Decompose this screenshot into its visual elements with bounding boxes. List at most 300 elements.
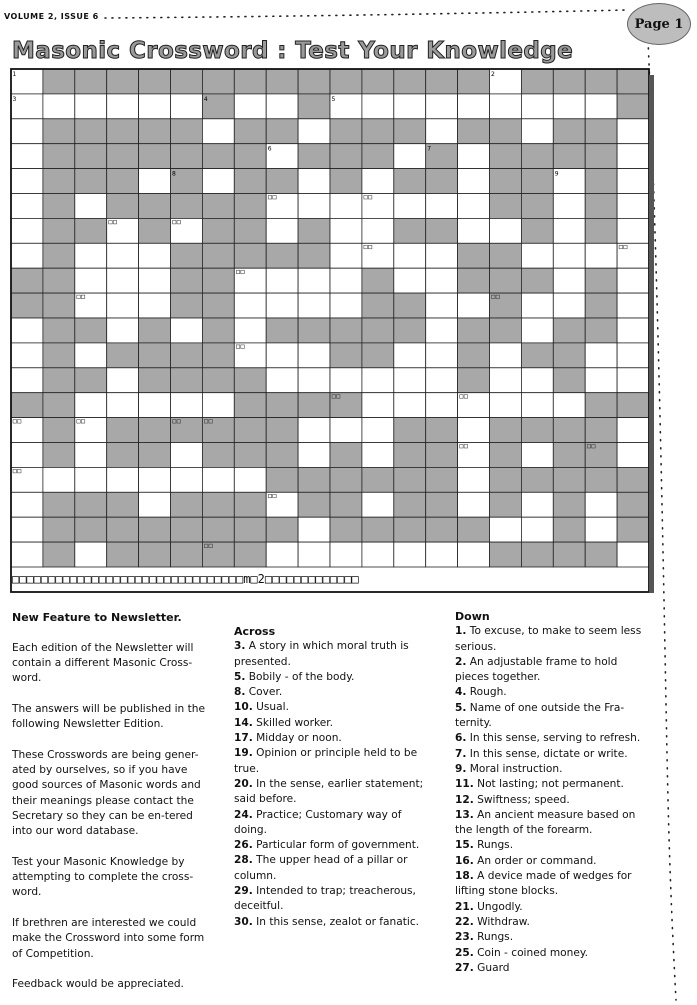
crossword-cell[interactable]	[266, 368, 298, 393]
clue-number: 14.	[234, 716, 253, 729]
crossword-cell[interactable]	[362, 169, 394, 194]
crossword-block-cell	[521, 542, 553, 567]
crossword-cell[interactable]	[202, 119, 234, 144]
crossword-cell[interactable]	[234, 467, 266, 492]
clue-number: 22.	[455, 915, 474, 928]
clue-number: 9.	[455, 762, 467, 775]
crossword-cell[interactable]	[298, 268, 330, 293]
crossword-cell[interactable]	[617, 169, 649, 194]
crossword-cell[interactable]	[426, 368, 458, 393]
crossword-block-cell	[171, 542, 203, 567]
crossword-block-cell	[490, 169, 522, 194]
crossword-block-cell	[107, 69, 139, 94]
crossword-block-cell	[139, 443, 171, 468]
crossword-cell[interactable]	[11, 542, 43, 567]
crossword-cell[interactable]	[617, 368, 649, 393]
crossword-block-cell	[362, 467, 394, 492]
crossword-block-cell	[43, 194, 75, 219]
crossword-cell[interactable]	[553, 194, 585, 219]
crossword-cell[interactable]	[490, 218, 522, 243]
down-clue	[455, 655, 650, 686]
crossword-cell[interactable]	[394, 542, 426, 567]
crossword-cell[interactable]	[617, 293, 649, 318]
crossword-cell[interactable]	[458, 169, 490, 194]
crossword-cell[interactable]	[490, 94, 522, 119]
crossword-cell[interactable]	[139, 94, 171, 119]
crossword-block-cell	[266, 69, 298, 94]
crossword-block-cell	[330, 517, 362, 542]
crossword-cell[interactable]	[298, 542, 330, 567]
crossword-cell[interactable]	[202, 169, 234, 194]
crossword-block-cell	[43, 542, 75, 567]
clue-number: 17.	[234, 732, 253, 745]
crossword-block-cell	[426, 218, 458, 243]
crossword-block-cell	[521, 169, 553, 194]
crossword-cell[interactable]	[362, 443, 394, 468]
crossword-cell[interactable]	[394, 94, 426, 119]
crossword-cell[interactable]	[394, 243, 426, 268]
crossword-cell[interactable]	[585, 343, 617, 368]
crossword-block-cell	[426, 517, 458, 542]
clue-text: Midday or noon.	[252, 732, 342, 745]
crossword-block-cell	[139, 69, 171, 94]
clue-text: In the sense, earlier statement; said before.	[234, 777, 424, 806]
crossword-block-cell	[139, 144, 171, 169]
crossword-cell[interactable]	[11, 194, 43, 219]
crossword-cell[interactable]	[75, 467, 107, 492]
clue-text: Swiftness; speed.	[473, 793, 570, 806]
crossword-cell[interactable]	[521, 94, 553, 119]
crossword-cell[interactable]	[458, 144, 490, 169]
crossword-cell[interactable]	[266, 218, 298, 243]
crossword-cell[interactable]	[298, 293, 330, 318]
crossword-cell[interactable]	[234, 268, 266, 293]
crossword-cell[interactable]	[553, 243, 585, 268]
crossword-cell[interactable]	[394, 194, 426, 219]
crossword-cell[interactable]	[426, 194, 458, 219]
crossword-block-cell	[75, 144, 107, 169]
crossword-cell[interactable]	[171, 218, 203, 243]
crossword-cell[interactable]	[11, 119, 43, 144]
crossword-cell[interactable]	[75, 418, 107, 443]
crossword-block-cell	[585, 218, 617, 243]
crossword-cell[interactable]	[43, 467, 75, 492]
crossword-block-cell	[362, 517, 394, 542]
crossword-cell[interactable]	[298, 194, 330, 219]
crossword-cell[interactable]	[585, 243, 617, 268]
crossword-block-cell	[362, 318, 394, 343]
crossword-block-cell	[553, 418, 585, 443]
crossword-block-cell	[43, 517, 75, 542]
crossword-cell[interactable]	[75, 393, 107, 418]
crossword-cell[interactable]	[107, 268, 139, 293]
crossword-block-cell	[75, 69, 107, 94]
crossword-cell[interactable]	[394, 393, 426, 418]
clue-text: Cover.	[245, 686, 283, 699]
crossword-block-cell	[171, 268, 203, 293]
crossword-cell[interactable]	[75, 194, 107, 219]
crossword-cell[interactable]	[458, 393, 490, 418]
crossword-cell[interactable]	[521, 443, 553, 468]
crossword-cell[interactable]	[266, 268, 298, 293]
across-clue	[234, 884, 434, 915]
crossword-cell[interactable]	[75, 243, 107, 268]
crossword-cell[interactable]	[202, 467, 234, 492]
crossword-cell[interactable]	[11, 343, 43, 368]
crossword-cell[interactable]	[139, 169, 171, 194]
clue-text: An adjustable frame to hold pieces together.	[455, 655, 618, 684]
crossword-cell[interactable]	[617, 144, 649, 169]
crossword-cell[interactable]	[75, 343, 107, 368]
clue-number: 5.	[455, 701, 467, 714]
crossword-cell[interactable]	[394, 368, 426, 393]
clue-text: Coin - coined money.	[473, 946, 588, 959]
crossword-cell[interactable]	[75, 542, 107, 567]
crossword-cell[interactable]	[330, 243, 362, 268]
crossword-block-cell	[394, 517, 426, 542]
crossword-cell[interactable]	[426, 268, 458, 293]
crossword-cell[interactable]	[107, 243, 139, 268]
crossword-cell[interactable]	[139, 243, 171, 268]
crossword-cell[interactable]	[298, 169, 330, 194]
crossword-block-cell	[553, 542, 585, 567]
crossword-cell[interactable]	[266, 293, 298, 318]
crossword-cell[interactable]	[458, 293, 490, 318]
crossword-cell[interactable]	[426, 318, 458, 343]
crossword-cell[interactable]	[458, 492, 490, 517]
crossword-cell[interactable]	[266, 94, 298, 119]
crossword-cell[interactable]	[107, 293, 139, 318]
crossword-cell[interactable]	[171, 443, 203, 468]
down-clue	[455, 915, 650, 930]
crossword-cell[interactable]	[107, 94, 139, 119]
crossword-cell[interactable]	[458, 94, 490, 119]
crossword-block-cell	[394, 119, 426, 144]
crossword-cell[interactable]	[426, 343, 458, 368]
crossword-block-cell	[139, 368, 171, 393]
crossword-cell[interactable]	[553, 94, 585, 119]
crossword-cell[interactable]	[394, 343, 426, 368]
crossword-cell[interactable]	[521, 517, 553, 542]
crossword-block-cell	[107, 169, 139, 194]
clue-number-label: 4	[203, 95, 208, 103]
crossword-block-cell	[553, 144, 585, 169]
crossword-cell[interactable]	[171, 94, 203, 119]
crossword-block-cell	[330, 318, 362, 343]
clue-number: 19.	[234, 747, 253, 760]
crossword-cell[interactable]	[362, 218, 394, 243]
crossword-block-cell	[139, 194, 171, 219]
crossword-cell[interactable]	[426, 293, 458, 318]
crossword-cell[interactable]	[171, 393, 203, 418]
crossword-cell[interactable]	[521, 119, 553, 144]
crossword-block-cell	[298, 393, 330, 418]
crossword-cell[interactable]	[11, 467, 43, 492]
crossword-cell[interactable]	[362, 418, 394, 443]
crossword-cell[interactable]	[330, 368, 362, 393]
crossword-cell[interactable]	[521, 293, 553, 318]
crossword-cell[interactable]	[298, 119, 330, 144]
clue-number: 29.	[234, 885, 253, 898]
crossword-cell[interactable]	[11, 492, 43, 517]
across-heading: Across	[234, 625, 276, 638]
crossword-cell[interactable]	[426, 542, 458, 567]
crossword-block-cell	[330, 467, 362, 492]
intro-column	[12, 610, 212, 992]
crossword-cell[interactable]	[362, 492, 394, 517]
crossword-cell[interactable]	[394, 268, 426, 293]
crossword-cell[interactable]	[75, 293, 107, 318]
crossword-cell[interactable]	[585, 517, 617, 542]
down-clue	[455, 731, 650, 746]
crossword-cell[interactable]	[521, 318, 553, 343]
crossword-cell[interactable]	[107, 467, 139, 492]
crossword-cell[interactable]	[362, 94, 394, 119]
crossword-cell[interactable]	[11, 169, 43, 194]
clue-number: 10.	[234, 701, 253, 714]
crossword-block-cell	[330, 393, 362, 418]
crossword-block-cell	[43, 268, 75, 293]
crossword-block-cell	[43, 169, 75, 194]
crossword-block-cell	[521, 418, 553, 443]
crossword-block-cell	[234, 69, 266, 94]
crossword-block-cell	[490, 268, 522, 293]
crossword-cell[interactable]	[202, 393, 234, 418]
crossword-cell[interactable]	[521, 492, 553, 517]
crossword-cell[interactable]	[458, 467, 490, 492]
crossword-block-cell	[490, 318, 522, 343]
crossword-cell[interactable]	[75, 94, 107, 119]
crossword-cell[interactable]	[330, 194, 362, 219]
crossword-block-cell	[43, 293, 75, 318]
clue-text: Bobily - of the body.	[245, 670, 355, 683]
clue-number-label: 8	[172, 170, 176, 178]
crossword-cell[interactable]	[298, 343, 330, 368]
crossword-cell[interactable]	[43, 94, 75, 119]
clue-number-label: 2	[491, 71, 495, 78]
crossword-cell[interactable]	[234, 343, 266, 368]
crossword-cell[interactable]	[585, 368, 617, 393]
crossword-cell[interactable]	[298, 418, 330, 443]
crossword-block-cell	[139, 517, 171, 542]
crossword-block-cell	[75, 368, 107, 393]
crossword-block-cell	[234, 368, 266, 393]
crossword-cell[interactable]	[458, 418, 490, 443]
crossword-block-cell	[458, 243, 490, 268]
crossword-cell[interactable]	[330, 542, 362, 567]
crossword-cell[interactable]	[553, 293, 585, 318]
crossword-cell[interactable]	[426, 94, 458, 119]
crossword-cell[interactable]	[11, 218, 43, 243]
crossword-cell[interactable]	[11, 243, 43, 268]
crossword-block-cell	[75, 318, 107, 343]
crossword-cell[interactable]	[75, 268, 107, 293]
crossword-cell[interactable]	[266, 343, 298, 368]
crossword-block-cell	[585, 393, 617, 418]
crossword-block-cell	[585, 119, 617, 144]
crossword-cell[interactable]	[362, 542, 394, 567]
crossword-block-cell	[139, 119, 171, 144]
clue-number-label: 1	[12, 71, 17, 78]
crossword-cell[interactable]	[298, 443, 330, 468]
clue-text: An ancient measure based on the length of the forearm.	[455, 808, 636, 837]
crossword-cell[interactable]	[617, 418, 649, 443]
crossword-cell[interactable]	[585, 94, 617, 119]
crossword-block-cell	[585, 293, 617, 318]
clue-number-label: 3	[12, 95, 17, 103]
crossword-block-cell	[553, 517, 585, 542]
crossword-cell[interactable]	[298, 517, 330, 542]
crossword-cell[interactable]	[330, 218, 362, 243]
crossword-cell[interactable]	[394, 144, 426, 169]
crossword-cell[interactable]	[139, 492, 171, 517]
crossword-cell[interactable]	[11, 443, 43, 468]
crossword-cell[interactable]	[521, 243, 553, 268]
crossword-block-cell	[171, 368, 203, 393]
crossword-cell[interactable]	[362, 393, 394, 418]
crossword-cell[interactable]	[521, 393, 553, 418]
crossword-block-cell	[585, 69, 617, 94]
clue-text: Particular form of government.	[252, 839, 420, 852]
crossword-cell[interactable]	[521, 368, 553, 393]
crossword-cell[interactable]	[298, 368, 330, 393]
clue-number: 6.	[455, 732, 467, 745]
crossword-block-cell	[234, 144, 266, 169]
down-clue	[455, 961, 650, 976]
crossword-cell[interactable]	[617, 318, 649, 343]
crossword-cell[interactable]	[266, 492, 298, 517]
crossword-cell[interactable]	[426, 393, 458, 418]
crossword-block-cell	[330, 69, 362, 94]
down-clue	[455, 747, 650, 762]
crossword-cell[interactable]	[139, 393, 171, 418]
crossword-block-cell	[585, 467, 617, 492]
crossword-block-cell	[490, 194, 522, 219]
crossword-block-cell	[266, 517, 298, 542]
crossword-block-cell	[202, 418, 234, 443]
crossword-cell[interactable]	[75, 443, 107, 468]
crossword-cell[interactable]	[458, 443, 490, 468]
crossword-block-cell	[139, 542, 171, 567]
crossword-block-cell	[585, 169, 617, 194]
crossword-cell[interactable]	[490, 343, 522, 368]
crossword-block-cell	[75, 119, 107, 144]
crossword-block-cell	[330, 492, 362, 517]
crossword-cell[interactable]	[426, 119, 458, 144]
crossword-cell[interactable]	[330, 268, 362, 293]
clue-text: An order or command.	[473, 854, 597, 867]
across-clue	[234, 808, 434, 839]
clue-text: A story in which moral truth is presented.	[234, 640, 409, 668]
crossword-block-cell	[234, 218, 266, 243]
crossword-cell[interactable]	[171, 318, 203, 343]
crossword-block-cell	[171, 418, 203, 443]
crossword-block-cell	[298, 218, 330, 243]
crossword-cell[interactable]	[11, 318, 43, 343]
crossword-cell[interactable]	[107, 318, 139, 343]
crossword-cell[interactable]	[11, 418, 43, 443]
down-heading: Down	[455, 610, 490, 623]
crossword-cell[interactable]	[330, 293, 362, 318]
crossword-cell[interactable]	[234, 293, 266, 318]
crossword-block-cell	[266, 443, 298, 468]
crossword-cell[interactable]	[266, 194, 298, 219]
crossword-cell[interactable]	[362, 194, 394, 219]
intro-paragraph: Each edition of the Newsletter will contain a different Masonic Cross-word.	[12, 641, 194, 685]
clue-text: Opinion or principle held to be true.	[234, 747, 418, 775]
crossword-cell[interactable]	[617, 194, 649, 219]
crossword-block-cell	[490, 542, 522, 567]
crossword-cell[interactable]	[553, 393, 585, 418]
crossword-cell[interactable]	[490, 393, 522, 418]
crossword-cell[interactable]	[11, 144, 43, 169]
intro-heading: New Feature to Newsletter.	[12, 611, 182, 624]
crossword-cell[interactable]	[266, 542, 298, 567]
page-title: Masonic Crossword : Test Your Knowledge	[12, 38, 574, 64]
crossword-cell[interactable]	[490, 368, 522, 393]
crossword-cell[interactable]	[585, 492, 617, 517]
crossword-cell[interactable]	[11, 517, 43, 542]
crossword-block-cell	[202, 69, 234, 94]
crossword-block-cell	[266, 418, 298, 443]
crossword-cell[interactable]	[426, 243, 458, 268]
crossword-cell[interactable]	[234, 94, 266, 119]
crossword-cell[interactable]	[617, 542, 649, 567]
crossword-cell[interactable]	[617, 443, 649, 468]
crossword-cell[interactable]	[458, 542, 490, 567]
crossword-block-cell	[43, 318, 75, 343]
crossword-cell[interactable]	[107, 368, 139, 393]
crossword-block-cell	[426, 169, 458, 194]
crossword-block-cell	[234, 169, 266, 194]
crossword-cell[interactable]	[171, 467, 203, 492]
crossword-cell[interactable]	[553, 268, 585, 293]
crossword-cell[interactable]	[617, 343, 649, 368]
crossword-block-cell	[521, 144, 553, 169]
crossword-cell[interactable]	[617, 268, 649, 293]
crossword-cell[interactable]	[107, 218, 139, 243]
crossword-cell[interactable]	[458, 218, 490, 243]
crossword-block-cell	[43, 243, 75, 268]
crossword-cell[interactable]	[330, 418, 362, 443]
crossword-block-cell	[202, 218, 234, 243]
crossword-cell[interactable]	[490, 517, 522, 542]
intro-paragraph: These Crosswords are being gener-ated by ourselves, so if you have good sources of Masonic words and their meanings please contact the Secretary so they can be en-tered into our word database.	[12, 748, 201, 838]
crossword-cell[interactable]	[234, 318, 266, 343]
crossword-cell[interactable]	[553, 218, 585, 243]
crossword-cell[interactable]	[139, 467, 171, 492]
clue-text: To excuse, to make to seem less serious.	[455, 625, 642, 653]
crossword-cell[interactable]	[139, 293, 171, 318]
crossword-block-cell	[585, 268, 617, 293]
crossword-block-cell	[234, 517, 266, 542]
crossword-cell[interactable]	[362, 368, 394, 393]
crossword-block-cell	[202, 194, 234, 219]
crossword-block-cell	[521, 268, 553, 293]
crossword-block-cell	[202, 318, 234, 343]
crossword-cell[interactable]	[11, 368, 43, 393]
crossword-cell[interactable]	[362, 243, 394, 268]
crossword-cell[interactable]	[139, 268, 171, 293]
crossword-cell[interactable]	[107, 393, 139, 418]
crossword-cell[interactable]	[617, 218, 649, 243]
crossword-cell[interactable]	[617, 119, 649, 144]
crossword-block-cell	[426, 69, 458, 94]
crossword-block-cell	[75, 218, 107, 243]
intro-paragraph: The answers will be published in the following Newsletter Edition.	[12, 702, 205, 731]
crossword-cell[interactable]	[617, 243, 649, 268]
crossword-cell[interactable]	[458, 194, 490, 219]
